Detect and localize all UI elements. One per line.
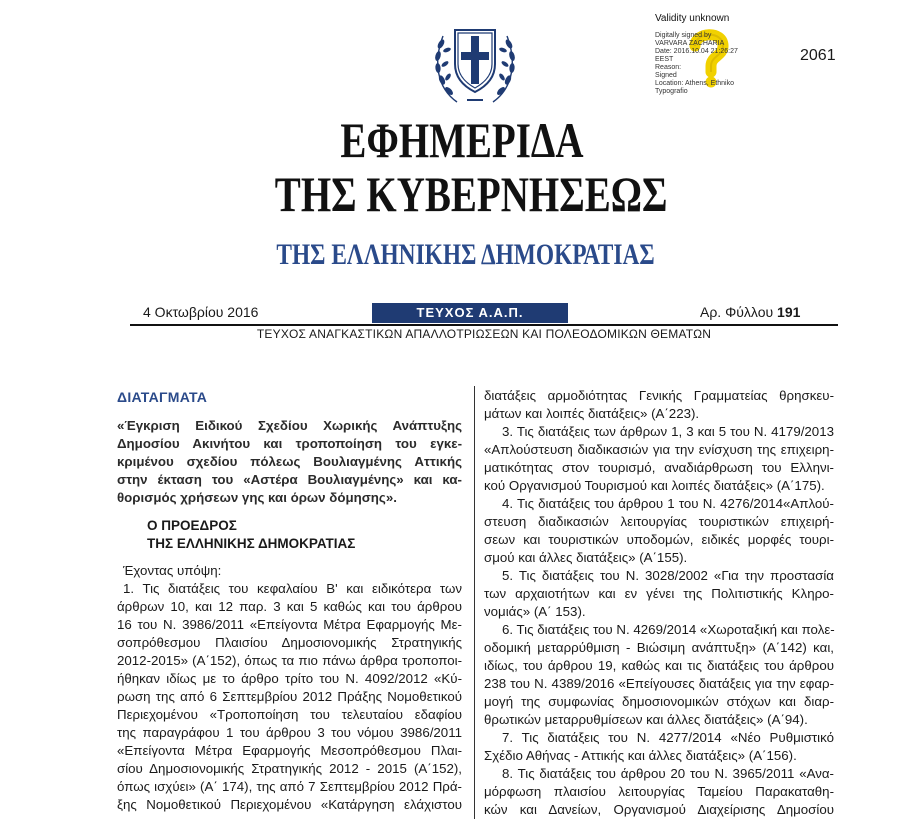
considering-line: Έχοντας υπόψη: bbox=[123, 563, 222, 578]
decree-title-line: κριμένου σχεδίου πόλεως Βουλιαγμένης Αττικής bbox=[117, 454, 462, 469]
body-line: 5. Τις διατάξεις του Ν. 3028/2002 «Για την προστασία bbox=[502, 568, 834, 583]
body-line: 2012-2015» (Α΄152), όπως τα πιο πάνω άρθρα τροποποι- bbox=[117, 653, 462, 668]
signature-line: EEST bbox=[655, 56, 674, 63]
issue-series-description: ΤΕΥΧΟΣ ΑΝΑΓΚΑΣΤΙΚΩΝ ΑΠΑΛΛΟΤΡΙΩΣΕΩΝ ΚΑΙ ΠΟΛΕΟΔΟΜΙΚΩΝ ΘΕΜΑΤΩΝ bbox=[256, 327, 712, 341]
page-number: 2061 bbox=[800, 47, 836, 64]
body-line: 7. Τις διατάξεις του Ν. 4277/2014 «Νέο Ρυθμιστικό bbox=[502, 730, 834, 745]
body-line: Σχέδιο Αθήνας - Αττικής και άλλες διατάξεις» (Α΄156). bbox=[484, 748, 797, 763]
body-line: όπως ισχύει» (Α΄ 174), της από 7 Σεπτεμβρίου 2012 Πρά- bbox=[117, 779, 462, 794]
gazette-title-line2: ΤΗΣ ΚΥΒΕΡΝΗΣΕΩΣ bbox=[274, 166, 668, 222]
body-line: 6. Τις διατάξεις του Ν. 4269/2014 «Χωροταξική και πολε- bbox=[502, 622, 835, 637]
body-line: ιδίως, του άρθρου 19, καθώς και τις διατάξεις του άρθρου bbox=[484, 658, 834, 673]
greek-coat-of-arms-icon bbox=[427, 14, 523, 110]
signature-validity: Validity unknown bbox=[655, 13, 730, 24]
signature-line: VARVARA ZACHARIA bbox=[655, 40, 725, 47]
president-heading: Ο ΠΡΟΕΔΡΟΣ bbox=[147, 518, 237, 533]
section-heading: ΔΙΑΤΑΓΜΑΤΑ bbox=[117, 389, 208, 405]
body-line: σοπρόθεσμου Πλαισίου Δημοσιονομικής Στρατηγικής bbox=[117, 635, 462, 650]
signature-details bbox=[655, 32, 738, 96]
body-line: άρθρων 10, και 12 παρ. 3 και 5 καθώς και του άρθρου bbox=[117, 599, 462, 614]
decree-title-line: Δημοσίου Ακινήτου και τροποποίηση του εγκε- bbox=[117, 436, 462, 451]
body-line: κού Οργανισμού Τουρισμού και λοιπές διατάξεις» (Α΄175). bbox=[484, 478, 825, 493]
body-line: «Επείγοντα Μέτρα Εφαρμογής Μεσοπρόθεσμου Πλαι- bbox=[117, 743, 462, 758]
body-line: νομιάς» (Α΄ 153). bbox=[484, 604, 586, 619]
gazette-subtitle: ΤΗΣ ΕΛΛΗΝΙΚΗΣ ΔΗΜΟΚΡΑΤΙΑΣ bbox=[276, 238, 655, 271]
decree-title-line: στην έκταση του «Αστέρα Βουλιαγμένης» και κα- bbox=[117, 472, 462, 487]
body-line: μάτων και λοιπές διατάξεις» (Α΄223). bbox=[484, 406, 700, 421]
body-line: 16 του Ν. 3986/2011 «Επείγοντα Μέτρα Εφαρμογής Με- bbox=[117, 617, 462, 632]
digital-signature-stamp bbox=[651, 12, 761, 100]
body-line: «Απλούστευση διαδικασιών για την ενίσχυση της επιχειρη- bbox=[484, 442, 834, 457]
signature-line: Location: Athens, Ethniko bbox=[655, 80, 734, 87]
body-line: 238 του Ν. 4389/2016 «Επείγουσες διατάξεις για την εφαρ- bbox=[484, 676, 834, 691]
body-line: 1. Τις διατάξεις του κεφαλαίου Β' και ειδικότερα των bbox=[123, 581, 462, 596]
paragraph-1 bbox=[117, 580, 462, 814]
body-line: μόρφωση πλαισίου λειτουργίας Ταμείου Παρακαταθη- bbox=[484, 784, 834, 799]
signature-line: Reason: bbox=[655, 64, 682, 71]
sheet-label: Αρ. Φύλλου bbox=[700, 304, 774, 320]
body-line: των αρχαιοτήτων και εν γένει της Πολιτιστικής Κληρο- bbox=[484, 586, 834, 601]
signature-line: Date: 2016.10.04 21:26:27 bbox=[655, 48, 738, 55]
sheet-number-value: 191 bbox=[777, 304, 801, 320]
president-heading-line2: ΤΗΣ ΕΛΛΗΝΙΚΗΣ ΔΗΜΟΚΡΑΤΙΑΣ bbox=[147, 536, 356, 551]
body-line: ματικότητας στον τουρισμό, αναδιάρθρωση του Ελληνι- bbox=[484, 460, 834, 475]
body-line: κών και Δανείων, Οργανισμού Διαχείρισης Δημοσίου bbox=[484, 802, 834, 817]
right-column bbox=[484, 387, 834, 819]
body-line: 8. Τις διατάξεις του άρθρου 20 του Ν. 3965/2011 «Ανα- bbox=[502, 766, 834, 781]
body-line: Περιεχομένου «Τροποποίηση του τελευταίου εδαφίου bbox=[117, 707, 462, 722]
body-line: ρωση της από 6 Σεπτεμβρίου 2012 Πράξης Νομοθετικού bbox=[117, 689, 462, 704]
header-rule bbox=[130, 324, 838, 326]
decree-title-line: «Έγκριση Ειδικού Σχεδίου Χωρικής Ανάπτυξης bbox=[117, 418, 462, 433]
body-line: σίου Δημοσιονομικής Στρατηγικής 2012 - 2015 (Α΄152), bbox=[117, 761, 462, 776]
issue-date: 4 Οκτωβρίου 2016 bbox=[143, 304, 259, 320]
decree-title bbox=[117, 417, 462, 507]
body-line: θρωτικών μεταρρυθμίσεων και άλλες διατάξεις» (Α΄94). bbox=[484, 712, 808, 727]
body-line: ξης Νομοθετικού Περιεχομένου «Κατάργηση ελάχιστου bbox=[117, 797, 462, 812]
body-line: της παραγράφου 1 του άρθρου 3 του νόμου 3986/2011 bbox=[117, 725, 462, 740]
issue-series-badge: ΤΕΥΧΟΣ Α.Α.Π. bbox=[372, 303, 568, 323]
body-line: 4. Τις διατάξεις του άρθρου 1 του Ν. 4276/2014«Απλού- bbox=[502, 496, 834, 511]
left-column bbox=[117, 388, 462, 814]
body-line: σεων και τουριστικών υποδομών, ειδικές μορφές τουρι- bbox=[484, 532, 834, 547]
body-line: 3. Τις διατάξεις των άρθρων 1, 3 και 5 του Ν. 4179/2013 bbox=[502, 424, 834, 439]
signature-line: Digitally signed by bbox=[655, 32, 712, 39]
signature-line: Typografio bbox=[655, 88, 688, 95]
body-line: στευση διαδικασιών λειτουργίας τουριστικών επιχειρή- bbox=[484, 514, 834, 529]
signature-line: Signed bbox=[655, 72, 677, 79]
body-line: μογή της συμφωνίας δημοσιονομικών στόχων και διαρ- bbox=[484, 694, 834, 709]
column-divider bbox=[474, 386, 475, 819]
decree-title-line: θορισμός χρήσεων γης και όρων δόμησης». bbox=[117, 490, 397, 505]
sheet-number bbox=[700, 304, 800, 320]
gazette-title: ΕΦΗΜΕΡΙΔΑ bbox=[340, 112, 584, 168]
body-line: διατάξεις αρμοδιότητας Γενικής Γραμματείας θρησκευ- bbox=[484, 388, 834, 403]
body-line: οδομική μεταρρύθμιση - Βιώσιμη ανάπτυξη» (Α΄142) και, bbox=[484, 640, 834, 655]
body-line: ήθηκαν ιδίως με το άρθρο τρίτο του Ν. 4092/2012 «Κύ- bbox=[117, 671, 462, 686]
body-line: σμού και άλλες διατάξεις» (Α΄155). bbox=[484, 550, 688, 565]
